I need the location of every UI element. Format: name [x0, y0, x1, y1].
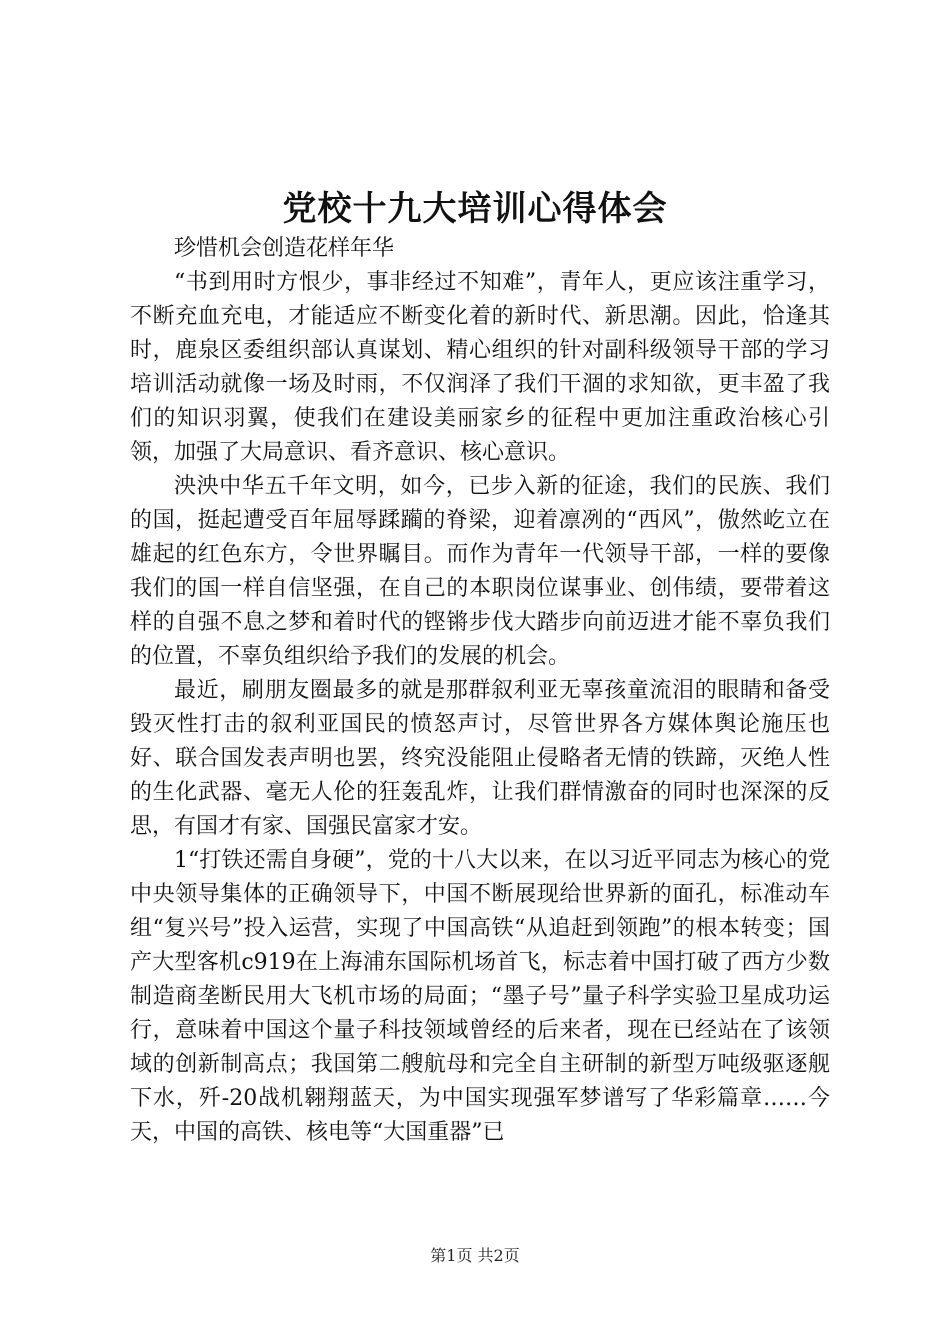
- paragraph-4: 1“打铁还需自身硬”，党的十八大以来，在以习近平同志为核心的党中央领导集体的正确领导下，中国不断展现给世界新的面孔，标准动车组“复兴号”投入运营，实现了中国高铁“从追赶到领跑”的根本转变；国产大型客机c919在上海浦东国际机场首飞，标志着中国打破了西方少数制造商垄断民用大飞机市场的局面；“墨子号”量子科学实验卫星成功运行，意味着中国这个量子科技领域曾经的后来者，现在已经站在了该领域的创新制高点；我国第二艘航母和完全自主研制的新型万吨级驱逐舰下水，歼-20战机翱翔蓝天，为中国实现强军梦谱写了华彩篇章……今天，中国的高铁、核电等“大国重器”已: [130, 848, 830, 1145]
- document-title: 党校十九大培训心得体会: [282, 189, 668, 229]
- paragraph-1: “书到用时方恨少，事非经过不知难”，青年人，更应该注重学习，不断充血充电，才能适应不断变化着的新时代、新思潮。因此，恰逢其时，鹿泉区委组织部认真谋划、精心组织的针对副科级领导干部的学习培训活动就像一场及时雨，不仅润泽了我们干涸的求知欲，更丰盈了我们的知识羽翼，使我们在建设美丽家乡的征程中更加注重政治核心引领，加强了大局意识、看齐意识、核心意识。: [130, 270, 830, 465]
- paragraph-3: 最近，刷朋友圈最多的就是那群叙利亚无辜孩童流泪的眼睛和备受毁灭性打击的叙利亚国民的愤怒声讨，尽管世界各方媒体舆论施压也好、联合国发表声明也罢，终究没能阻止侵略者无情的铁蹄，灭绝人性的生化武器、毫无人伦的狂轰乱炸，让我们群情激奋的同时也深深的反思，有国才有家、国强民富家才安。: [130, 678, 830, 839]
- page-footer: 第1页 共2页: [430, 1246, 520, 1265]
- document-subtitle: 珍惜机会创造花样年华: [174, 236, 395, 261]
- document-body: [130, 232, 830, 1150]
- paragraph-2: 泱泱中华五千年文明，如今，已步入新的征途，我们的民族、我们的国，挺起遭受百年屈辱蹂躏的脊梁，迎着凛冽的“西风”，傲然屹立在雄起的红色东方，令世界瞩目。而作为青年一代领导干部，一样的要像我们的国一样自信坚强，在自己的本职岗位谋事业、创伟绩，要带着这样的自强不息之梦和着时代的铿锵步伐大踏步向前迈进才能不辜负我们的位置，不辜负组织给予我们的发展的机会。: [130, 474, 830, 669]
